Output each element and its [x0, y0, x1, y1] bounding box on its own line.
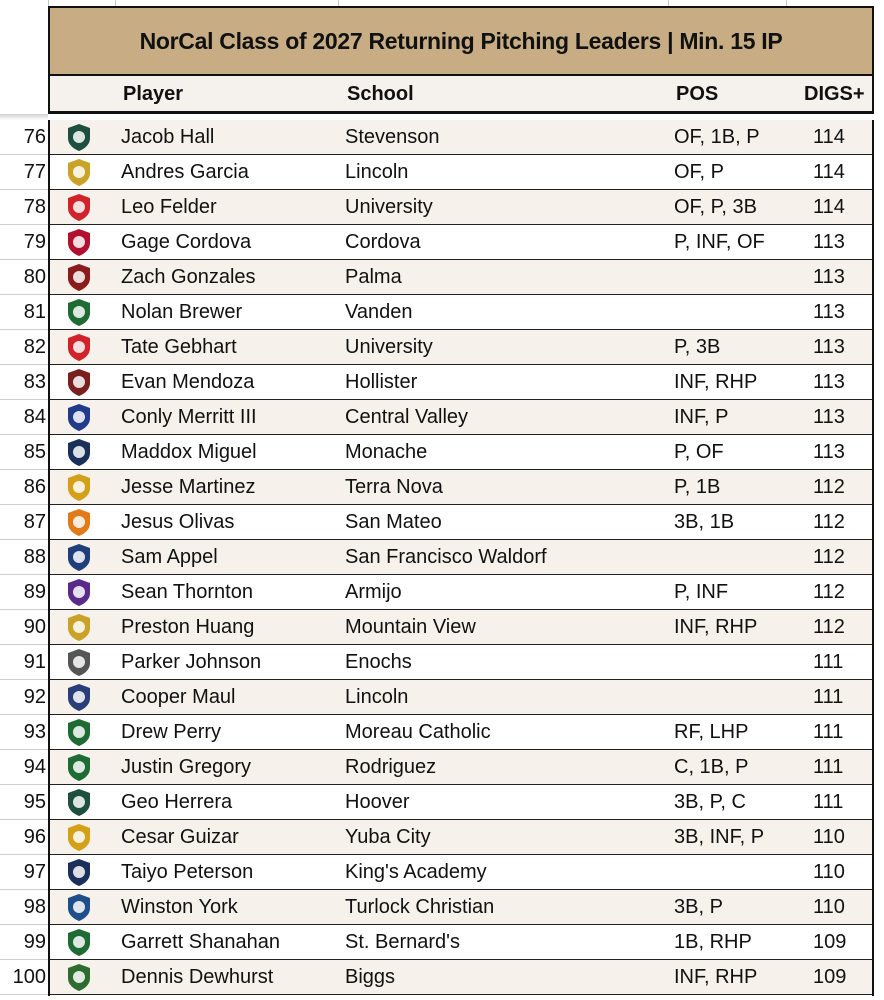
table-row[interactable]: [48, 400, 874, 435]
school-name: University: [345, 196, 433, 218]
row-header-column: [0, 0, 48, 1000]
school-name: Central Valley: [345, 406, 469, 428]
digs-value: 113: [813, 266, 845, 288]
player-name: Winston York: [121, 896, 238, 918]
digs-value: 113: [813, 406, 845, 428]
school-name: Armijo: [345, 581, 402, 603]
player-name: Parker Johnson: [121, 651, 262, 673]
row-number[interactable]: 82: [0, 330, 48, 365]
digs-value: 111: [813, 721, 844, 743]
player-name: Geo Herrera: [121, 791, 233, 813]
school-name: Biggs: [345, 966, 396, 988]
table-row[interactable]: [48, 645, 874, 680]
player-name: Sam Appel: [121, 546, 218, 568]
table-row[interactable]: [48, 190, 874, 225]
header-school[interactable]: School: [347, 83, 414, 105]
row-number[interactable]: 85: [0, 435, 48, 470]
row-number[interactable]: 92: [0, 680, 48, 715]
player-name: Justin Gregory: [121, 756, 252, 778]
position: P, 1B: [674, 476, 721, 498]
lion-logo: [64, 157, 94, 187]
school-name: Lincoln: [345, 686, 409, 708]
digs-value: 112: [813, 511, 845, 533]
digs-value: 110: [813, 896, 845, 918]
table-row[interactable]: [48, 470, 874, 505]
row-number[interactable]: 87: [0, 505, 48, 540]
tn-logo: [64, 472, 94, 502]
row-number[interactable]: 99: [0, 925, 48, 960]
school-name: Mountain View: [345, 616, 476, 638]
school-name: Rodriguez: [345, 756, 437, 778]
digs-value: 109: [813, 966, 847, 988]
row-number[interactable]: 96: [0, 820, 48, 855]
table-left-border: [48, 120, 50, 996]
row-number[interactable]: 80: [0, 260, 48, 295]
position: OF, P, 3B: [674, 196, 758, 218]
position: INF, RHP: [674, 966, 758, 988]
school-name: University: [345, 336, 433, 358]
tc-logo: [64, 892, 94, 922]
digs-value: 112: [813, 546, 845, 568]
school-name: Cordova: [345, 231, 421, 253]
school-name: San Francisco Waldorf: [345, 546, 547, 568]
table-row[interactable]: [48, 295, 874, 330]
digs-value: 112: [813, 616, 845, 638]
spartan-logo: [64, 612, 94, 642]
row-number[interactable]: 79: [0, 225, 48, 260]
digs-value: 111: [813, 686, 844, 708]
row-number[interactable]: 95: [0, 785, 48, 820]
yc-logo: [64, 822, 94, 852]
position: 3B, P: [674, 896, 723, 918]
position: 1B, RHP: [674, 931, 752, 953]
row-number[interactable]: 77: [0, 155, 48, 190]
trojan-logo: [64, 682, 94, 712]
school-name: San Mateo: [345, 511, 442, 533]
header-pos[interactable]: POS: [676, 83, 719, 105]
table-row[interactable]: [48, 330, 874, 365]
m-seal-logo: [64, 437, 94, 467]
player-name: Taiyo Peterson: [121, 861, 254, 883]
position: 3B, 1B: [674, 511, 735, 533]
digs-value: 112: [813, 581, 845, 603]
digs-value: 114: [813, 196, 845, 218]
row-number[interactable]: 91: [0, 645, 48, 680]
school-name: Turlock Christian: [345, 896, 495, 918]
table-row[interactable]: [48, 610, 874, 645]
player-name: Cooper Maul: [121, 686, 236, 708]
table-right-border: [872, 120, 874, 996]
digs-value: 113: [813, 336, 845, 358]
table-row[interactable]: [48, 960, 874, 995]
table-row[interactable]: [48, 120, 874, 155]
position: OF, P: [674, 161, 725, 183]
player-name: Leo Felder: [121, 196, 217, 218]
star-circle-logo: [64, 787, 94, 817]
player-name: Conly Merritt III: [121, 406, 257, 428]
table-row[interactable]: [48, 750, 874, 785]
school-name: Moreau Catholic: [345, 721, 491, 743]
digs-value: 113: [813, 231, 845, 253]
row-number[interactable]: 88: [0, 540, 48, 575]
table-row[interactable]: [48, 680, 874, 715]
player-name: Tate Gebhart: [121, 336, 237, 358]
row-number[interactable]: 83: [0, 365, 48, 400]
table-row[interactable]: [48, 715, 874, 750]
digs-value: 111: [813, 756, 844, 778]
player-name: Dennis Dewhurst: [121, 966, 274, 988]
row-number[interactable]: 78: [0, 190, 48, 225]
table-row[interactable]: [48, 155, 874, 190]
player-name: Jacob Hall: [121, 126, 215, 148]
position: P, INF, OF: [674, 231, 765, 253]
r-logo: [64, 752, 94, 782]
school-name: Monache: [345, 441, 428, 463]
school-name: Terra Nova: [345, 476, 443, 498]
digs-value: 110: [813, 861, 845, 883]
table-title: NorCal Class of 2027 Returning Pitching Leaders | Min. 15 IP: [48, 6, 874, 76]
position: P, 3B: [674, 336, 721, 358]
table-row[interactable]: [48, 785, 874, 820]
player-name: Evan Mendoza: [121, 371, 255, 393]
school-name: Lincoln: [345, 161, 409, 183]
school-name: Vanden: [345, 301, 413, 323]
player-name: Preston Huang: [121, 616, 255, 638]
position: 3B, INF, P: [674, 826, 765, 848]
player-name: Jesse Martinez: [121, 476, 256, 498]
player-name: Andres Garcia: [121, 161, 249, 183]
digs-value: 113: [813, 371, 845, 393]
u-circle-logo: [64, 192, 94, 222]
school-name: St. Bernard's: [345, 931, 460, 953]
waldorf-logo: [64, 542, 94, 572]
row-number[interactable]: 90: [0, 610, 48, 645]
table-row[interactable]: [48, 225, 874, 260]
table-row[interactable]: [48, 540, 874, 575]
player-name: Jesus Olivas: [121, 511, 235, 533]
knights-logo: [64, 857, 94, 887]
header-player[interactable]: Player: [123, 83, 184, 105]
lancer-logo: [64, 227, 94, 257]
school-name: Palma: [345, 266, 402, 288]
v-logo: [64, 297, 94, 327]
digs-value: 110: [813, 826, 845, 848]
position: INF, RHP: [674, 371, 758, 393]
player-name: Zach Gonzales: [121, 266, 256, 288]
knight-logo: [64, 262, 94, 292]
row-number[interactable]: 76: [0, 120, 48, 155]
position: INF, P: [674, 406, 729, 428]
player-name: Maddox Miguel: [121, 441, 257, 463]
row-number[interactable]: 89: [0, 575, 48, 610]
digs-value: 111: [813, 791, 844, 813]
sb-shield-logo: [64, 927, 94, 957]
row-number[interactable]: 97: [0, 855, 48, 890]
eagle-logo: [64, 647, 94, 677]
bearcats-logo: [64, 507, 94, 537]
position: INF, RHP: [674, 616, 758, 638]
table-row[interactable]: [48, 925, 874, 960]
digs-value: 112: [813, 476, 845, 498]
position: OF, 1B, P: [674, 126, 760, 148]
table-row[interactable]: [48, 365, 874, 400]
table-row[interactable]: [48, 890, 874, 925]
digs-value: 113: [813, 441, 845, 463]
row-number[interactable]: 84: [0, 400, 48, 435]
header-digs[interactable]: DIGS+: [804, 83, 865, 105]
digs-value: 114: [813, 126, 845, 148]
player-name: Garrett Shanahan: [121, 931, 280, 953]
u-circle-logo: [64, 332, 94, 362]
school-name: King's Academy: [345, 861, 487, 883]
mc-logo: [64, 717, 94, 747]
table-row[interactable]: [48, 505, 874, 540]
school-name: Hollister: [345, 371, 418, 393]
digs-value: 113: [813, 301, 845, 323]
position: P, OF: [674, 441, 724, 463]
position: C, 1B, P: [674, 756, 749, 778]
column-header-row: [48, 76, 874, 114]
school-name: Hoover: [345, 791, 410, 813]
table-row[interactable]: [48, 820, 874, 855]
haybaler-logo: [64, 367, 94, 397]
player-name: Nolan Brewer: [121, 301, 243, 323]
digs-value: 114: [813, 161, 845, 183]
shield-a-logo: [64, 577, 94, 607]
table-row[interactable]: [48, 855, 874, 890]
player-name: Gage Cordova: [121, 231, 252, 253]
position: RF, LHP: [674, 721, 749, 743]
school-name: Stevenson: [345, 126, 440, 148]
table-row[interactable]: [48, 260, 874, 295]
player-name: Sean Thornton: [121, 581, 253, 603]
row-number[interactable]: 93: [0, 715, 48, 750]
row-number[interactable]: 100: [0, 960, 48, 995]
position: P, INF: [674, 581, 729, 603]
table-row[interactable]: [48, 435, 874, 470]
player-name: Cesar Guizar: [121, 826, 239, 848]
row-number[interactable]: 86: [0, 470, 48, 505]
pirate-flag-logo: [64, 122, 94, 152]
player-name: Drew Perry: [121, 721, 222, 743]
position: 3B, P, C: [674, 791, 746, 813]
frozen-row-shadow: [0, 114, 48, 120]
row-number[interactable]: 98: [0, 890, 48, 925]
school-name: Enochs: [345, 651, 412, 673]
row-number[interactable]: 94: [0, 750, 48, 785]
table-row[interactable]: [48, 575, 874, 610]
school-name: Yuba City: [345, 826, 431, 848]
wolf-logo: [64, 962, 94, 992]
row-number[interactable]: 81: [0, 295, 48, 330]
digs-value: 111: [813, 651, 844, 673]
digs-value: 109: [813, 931, 847, 953]
cv-hawk-logo: [64, 402, 94, 432]
